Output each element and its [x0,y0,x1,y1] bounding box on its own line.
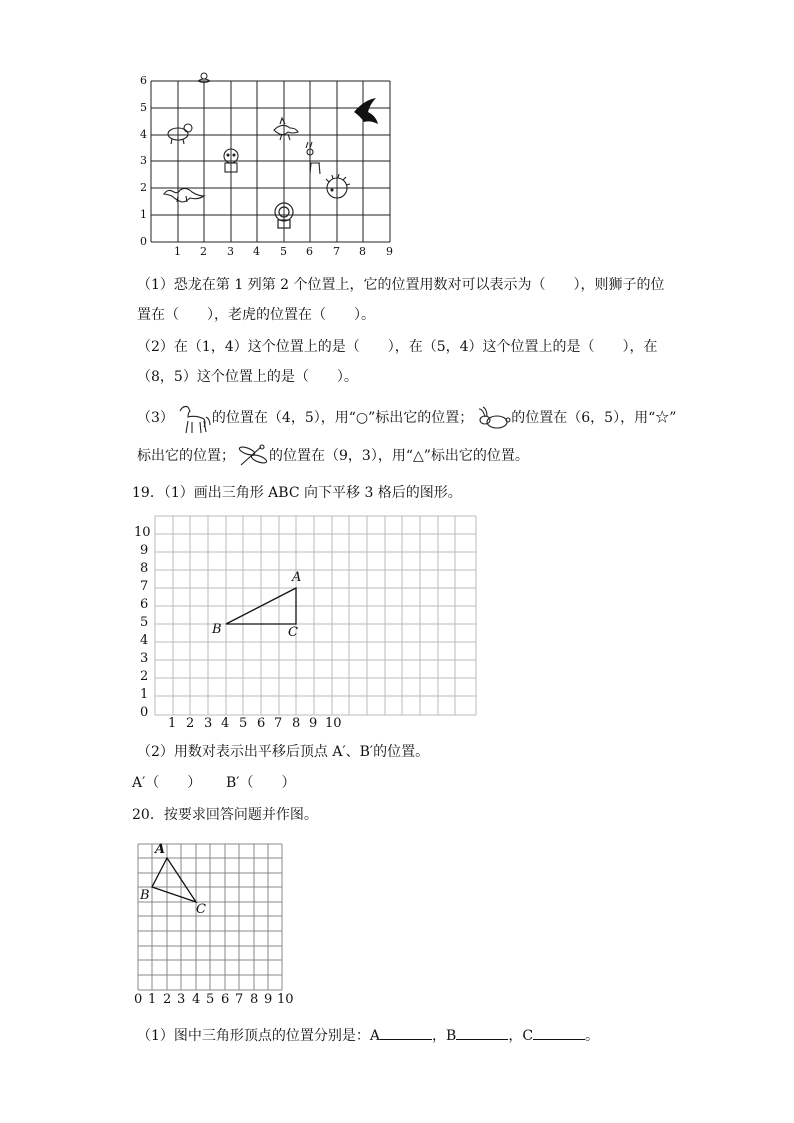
y-tick: 2 [140,669,149,684]
x-tick: 6 [306,245,313,258]
x-tick: 7 [274,716,283,731]
q18-part2-line1: （2）在（1，4）这个位置上的是（ ），在（5，4）这个位置上的是（ ），在 [137,339,658,355]
y-tick: 4 [140,128,147,141]
q20-part1-b: ，B [432,1028,457,1044]
y-tick: 1 [140,687,149,702]
q20-vertex-a: A [155,842,166,857]
q20-part1-prefix: （1）图中三角形顶点的位置分别是：A [137,1028,381,1044]
q18-part3b-dragonfly-text: 的位置在（9，3），用“△”标出它的位置。 [269,448,529,464]
swallow-icon [354,98,378,124]
animal-position-grid [140,72,400,262]
x-tick: 6 [257,716,266,731]
y-tick: 4 [140,633,149,648]
q20-vertex-b: B [140,888,150,903]
q20-part1 [137,1025,599,1046]
y-tick: 0 [140,705,149,720]
x-tick: 7 [235,992,244,1007]
vertex-label-b: B [212,622,222,637]
y-tick: 2 [140,181,147,194]
q20-grid-svg [130,840,300,1000]
dragonfly-icon [235,443,269,469]
x-tick: 0 [134,992,143,1007]
q18-part3-prefix: （3） [137,410,174,426]
y-tick: 1 [140,208,147,221]
q18-part3-rabbit-text: 的位置在（6，5），用“☆” [511,410,677,426]
bird-icon [274,118,298,140]
y-tick: 3 [140,154,147,167]
x-tick: 10 [277,992,294,1007]
answer-blank-c[interactable] [533,1025,585,1040]
vertex-label-c: C [288,625,298,640]
rabbit-icon [473,405,511,431]
x-tick: 10 [325,716,342,731]
hedgehog-icon [326,174,350,198]
x-tick: 8 [250,992,259,1007]
q20-grid [130,840,300,1020]
x-tick: 4 [192,992,201,1007]
q18-part3b-prefix: 标出它的位置； [137,448,235,464]
x-tick: 3 [204,716,213,731]
q18-part2-line2: （8，5）这个位置上的是（ ）。 [137,369,358,385]
y-tick: 8 [140,561,149,576]
q19-title: 19．（1）画出三角形 ABC 向下平移 3 格后的图形。 [132,485,462,501]
x-tick: 9 [386,245,393,258]
dinosaur-icon [164,188,204,202]
x-tick: 4 [253,245,260,258]
x-tick: 1 [168,716,177,731]
y-tick: 0 [140,235,147,248]
x-tick: 5 [206,992,215,1007]
y-tick: 5 [140,101,147,114]
q20-vertex-c: C [196,902,206,917]
y-tick: 7 [140,579,149,594]
horse-icon [174,403,212,433]
x-tick: 9 [264,992,273,1007]
q20-triangle [152,858,196,902]
q20-part1-c: ，C [508,1028,534,1044]
y-tick: 3 [140,651,149,666]
q19-b-prime: B′（ ） [226,775,296,791]
q18-part1-line1: （1）恐龙在第 1 列第 2 个位置上，它的位置用数对可以表示为（ ），则狮子的位 [137,277,665,293]
x-tick: 1 [174,245,181,258]
x-tick: 3 [227,245,234,258]
q18-part3-line1 [137,403,676,433]
q18-part1-line2: 置在（ ），老虎的位置在（ ）。 [137,307,375,323]
x-tick: 2 [163,992,172,1007]
y-tick: 9 [140,543,149,558]
y-tick: 6 [140,597,149,612]
deer-icon [306,142,320,174]
vertex-label-a: A [292,570,302,585]
q20-title: 20．按要求回答问题并作图。 [132,807,318,823]
translation-grid-svg [130,512,482,734]
x-tick: 2 [200,245,207,258]
x-tick: 5 [280,245,287,258]
x-tick: 8 [292,716,301,731]
x-tick: 8 [359,245,366,258]
y-tick: 5 [140,615,149,630]
q18-part3-horse-text: 的位置在（4，5），用“○”标出它的位置； [211,410,474,426]
y-tick: 10 [134,525,151,540]
q19-part2: （2）用数对表示出平移后顶点 A′、B′的位置。 [137,744,430,760]
translation-grid [130,512,482,734]
q18-part3-line2 [137,443,529,469]
answer-blank-b[interactable] [456,1025,508,1040]
x-tick: 4 [221,716,230,731]
x-tick: 3 [177,992,186,1007]
q20-part1-end: 。 [585,1028,600,1044]
answer-blank-a[interactable] [380,1025,432,1040]
animal-grid-svg [140,72,400,262]
x-tick: 5 [239,716,248,731]
x-tick: 6 [221,992,230,1007]
x-tick: 1 [148,992,157,1007]
x-tick: 7 [333,245,340,258]
q19-a-prime: A′（ ） [132,775,202,791]
y-tick: 6 [140,74,147,87]
x-tick: 2 [186,716,195,731]
x-tick: 9 [309,716,318,731]
sheep-icon [168,124,192,144]
